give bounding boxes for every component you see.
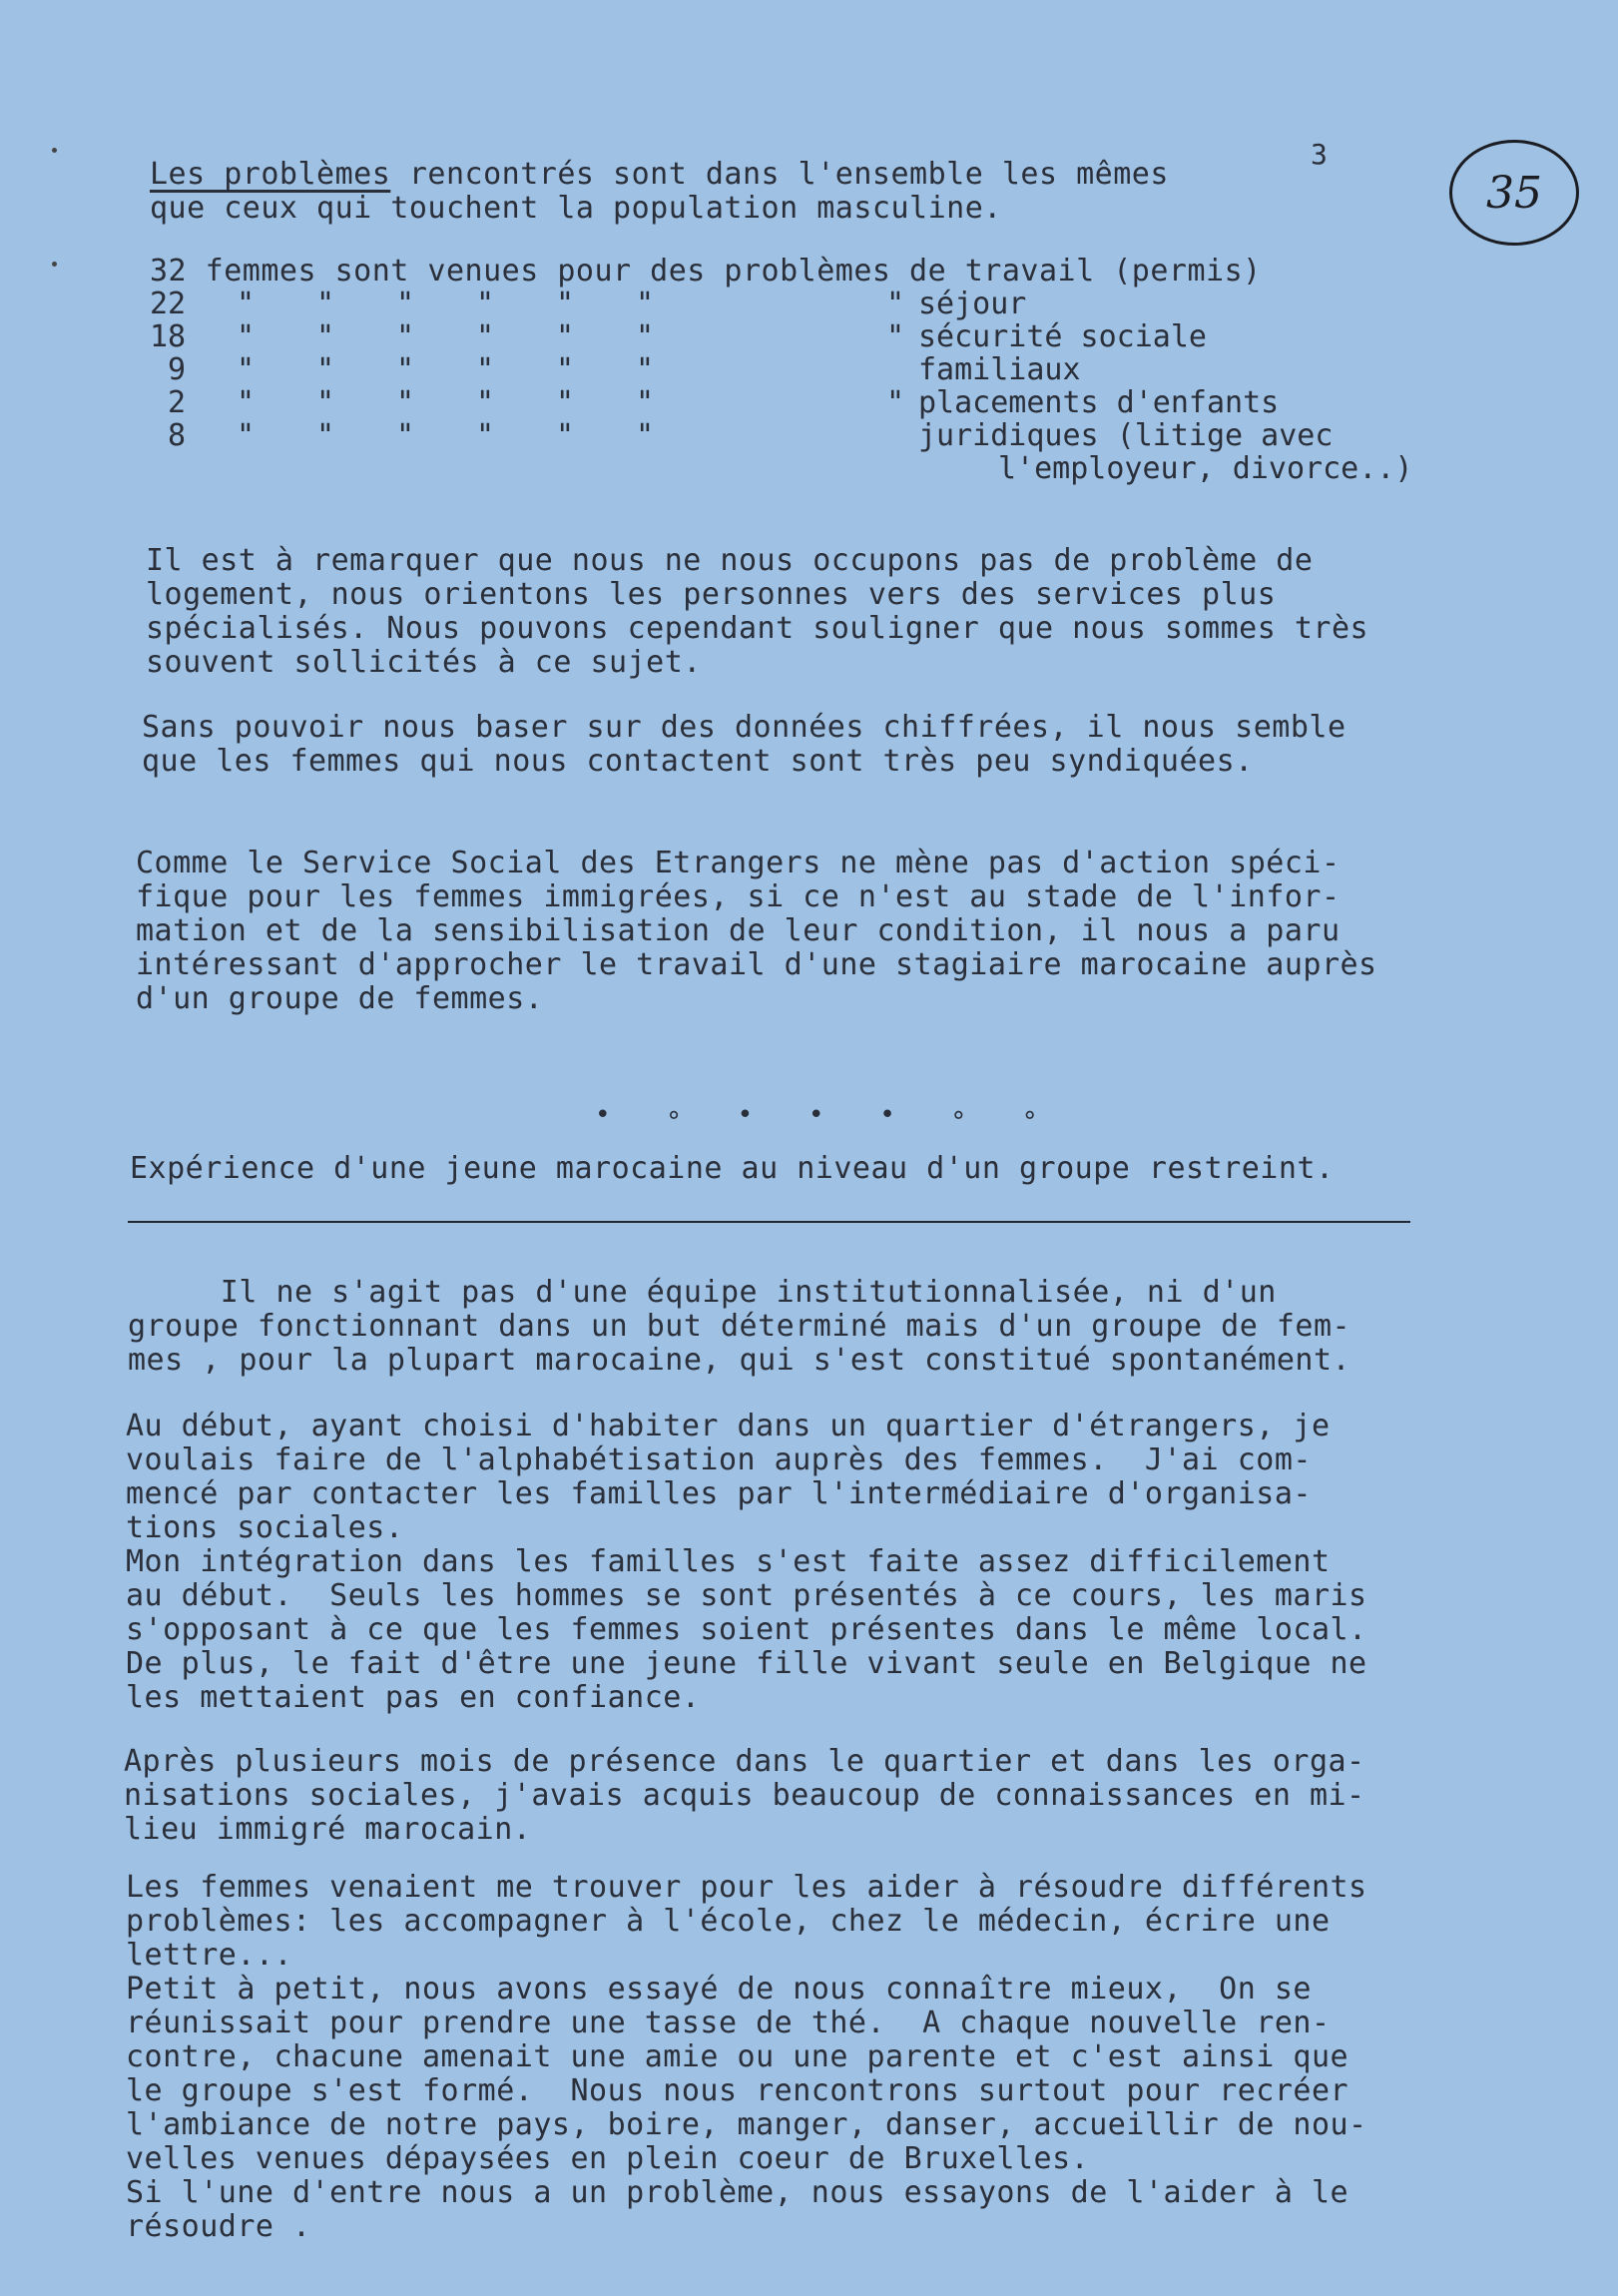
text-line: s'opposant à ce que les femmes soient présentes dans le même local. (126, 1612, 1367, 1647)
text-line: groupe fonctionnant dans un but déterminé mais d'un groupe de fem- (128, 1309, 1351, 1344)
text-line: le groupe s'est formé. Nous nous rencontrons surtout pour recréer (126, 2073, 1349, 2108)
ditto-mark: " (635, 287, 655, 321)
text-line: lieu immigré marocain. (124, 1812, 532, 1847)
ditto-mark: " (635, 385, 655, 420)
stats-category-continuation: l'employeur, divorce..) (998, 451, 1413, 486)
text-line: velles venues dépaysées en plein coeur de Bruxelles. (126, 2141, 1090, 2176)
text-line: spécialisés. Nous pouvons cependant souligner que nous sommes très (146, 611, 1369, 646)
text-line: Il ne s'agit pas d'une équipe institutionnalisée, ni d'un (128, 1275, 1277, 1310)
archive-number: 35 (1486, 167, 1542, 219)
stats-category: séjour (918, 287, 1027, 321)
ditto-mark: " (395, 352, 415, 387)
ditto-mark: " (555, 352, 575, 387)
stats-count: 18 (150, 319, 187, 354)
stats-count: 9 (167, 352, 186, 387)
stats-table (150, 287, 1412, 485)
ditto-mark: " (236, 319, 256, 354)
ditto-mark: " (555, 418, 575, 453)
stats-row (150, 386, 1412, 419)
text-line: tions sociales. (126, 1510, 404, 1545)
stats-row (150, 353, 1412, 386)
section-title: Expérience d'une jeune marocaine au niveau d'un groupe restreint. (130, 1151, 1335, 1186)
stats-row (150, 419, 1412, 452)
ditto-mark: " (395, 319, 415, 354)
ditto-mark: " (315, 385, 335, 420)
ditto-mark: " (475, 418, 495, 453)
text-line: fique pour les femmes immigrées, si ce n'est au stade de l'infor- (136, 879, 1341, 914)
stats-count: 8 (167, 418, 186, 453)
stats-count: 2 (167, 385, 186, 420)
text-line: mes , pour la plupart marocaine, qui s'est constitué spontanément. (128, 1343, 1351, 1378)
punch-mark (52, 148, 57, 153)
text-line: nisations sociales, j'avais acquis beaucoup de connaissances en mi- (124, 1778, 1365, 1813)
stats-count: 22 (150, 287, 187, 321)
ditto-mark: " (635, 319, 655, 354)
text-line: au début. Seuls les hommes se sont présentés à ce cours, les maris (126, 1578, 1367, 1613)
ditto-mark: " (885, 287, 904, 321)
text-line: logement, nous orientons les personnes vers des services plus (146, 577, 1277, 612)
stats-category: juridiques (litige avec (918, 418, 1334, 453)
section-title-underline (128, 1221, 1410, 1223)
ditto-mark: " (315, 352, 335, 387)
ditto-mark: " (475, 287, 495, 321)
ditto-mark: " (315, 319, 335, 354)
ditto-mark: " (236, 385, 256, 420)
experience-paragraph-4 (126, 1871, 1367, 2244)
text-line: d'un groupe de femmes. (136, 981, 544, 1016)
text-line: mation et de la sensibilisation de leur condition, il nous a paru (136, 913, 1341, 948)
text-line: l'ambiance de notre pays, boire, manger, danser, accueillir de nou- (126, 2107, 1367, 2142)
ditto-mark: " (635, 418, 655, 453)
stats-row-continuation (150, 452, 1412, 485)
text-line: contre, chacune amenait une amie ou une parente et c'est ainsi que (126, 2039, 1349, 2074)
separator-dots: • ∘ • • • ∘ ∘ (595, 1100, 1058, 1130)
ditto-mark: " (885, 385, 904, 420)
text-line: intéressant d'approcher le travail d'une stagiaire marocaine auprès (136, 947, 1377, 982)
experience-paragraph-2 (126, 1410, 1367, 1715)
paragraph-logement (146, 544, 1368, 680)
ditto-mark: " (236, 287, 256, 321)
stats-row (150, 287, 1412, 320)
ditto-mark: " (395, 418, 415, 453)
archive-number-circle (1449, 140, 1579, 246)
text-line: Après plusieurs mois de présence dans le quartier et dans les orga- (124, 1744, 1365, 1779)
experience-paragraph-3 (124, 1745, 1365, 1847)
intro-line-1-rest: rencontrés sont dans l'ensemble les mêmes (390, 157, 1169, 192)
ditto-mark: " (315, 287, 335, 321)
ditto-mark: " (236, 418, 256, 453)
text-line: réunissait pour prendre une tasse de thé. A chaque nouvelle ren- (126, 2006, 1331, 2040)
ditto-mark (685, 353, 904, 386)
text-line: Mon intégration dans les familles s'est faite assez difficilement (126, 1544, 1331, 1579)
experience-paragraph-1 (128, 1276, 1350, 1378)
text-line: voulais faire de l'alphabétisation auprès des femmes. J'ai com- (126, 1442, 1312, 1477)
text-line: Les femmes venaient me trouver pour les aider à résoudre différents (126, 1870, 1367, 1905)
intro-heading: Les problèmes (150, 157, 391, 192)
stats-row (150, 320, 1412, 353)
text-line: souvent sollicités à ce sujet. (146, 645, 702, 680)
paragraph-syndiquees (142, 711, 1347, 779)
text-line: Au début, ayant choisi d'habiter dans un quartier d'étrangers, je (126, 1409, 1331, 1443)
ditto-mark: " (555, 319, 575, 354)
ditto-mark: " (315, 418, 335, 453)
ditto-mark: " (475, 385, 495, 420)
page-number: 3 (1311, 138, 1328, 171)
stats-category: sécurité sociale (918, 319, 1207, 354)
paragraph-service-social (136, 847, 1377, 1016)
ditto-mark: " (555, 287, 575, 321)
text-line: Si l'une d'entre nous a un problème, nous essayons de l'aider à le (126, 2175, 1349, 2210)
ditto-mark: " (885, 319, 904, 354)
text-line: que les femmes qui nous contactent sont très peu syndiquées. (142, 744, 1254, 779)
stats-first-line: 32 femmes sont venues pour des problèmes de travail (permis) (150, 254, 1262, 288)
ditto-mark: " (475, 352, 495, 387)
text-line: mencé par contacter les familles par l'intermédiaire d'organisa- (126, 1476, 1312, 1511)
text-line: les mettaient pas en confiance. (126, 1680, 701, 1715)
text-line: De plus, le fait d'être une jeune fille vivant seule en Belgique ne (126, 1646, 1367, 1681)
text-line: lettre... (126, 1938, 293, 1973)
ditto-mark: " (395, 287, 415, 321)
punch-mark (52, 262, 57, 267)
text-line: Comme le Service Social des Etrangers ne mène pas d'action spéci- (136, 846, 1341, 880)
ditto-mark: " (236, 352, 256, 387)
intro-line-1 (150, 158, 1169, 192)
text-line: résoudre . (126, 2209, 311, 2244)
ditto-mark: " (555, 385, 575, 420)
ditto-mark: " (635, 352, 655, 387)
ditto-mark (685, 419, 904, 452)
intro-line-2: que ceux qui touchent la population masculine. (150, 191, 1002, 226)
text-line: problèmes: les accompagner à l'école, chez le médecin, écrire une (126, 1904, 1331, 1939)
ditto-mark: " (395, 385, 415, 420)
text-line: Il est à remarquer que nous ne nous occupons pas de problème de (146, 543, 1314, 578)
stats-category: familiaux (918, 352, 1081, 387)
ditto-mark: " (475, 319, 495, 354)
stats-category: placements d'enfants (918, 385, 1280, 420)
text-line: Sans pouvoir nous baser sur des données chiffrées, il nous semble (142, 710, 1347, 745)
text-line: Petit à petit, nous avons essayé de nous connaître mieux, On se (126, 1972, 1312, 2007)
